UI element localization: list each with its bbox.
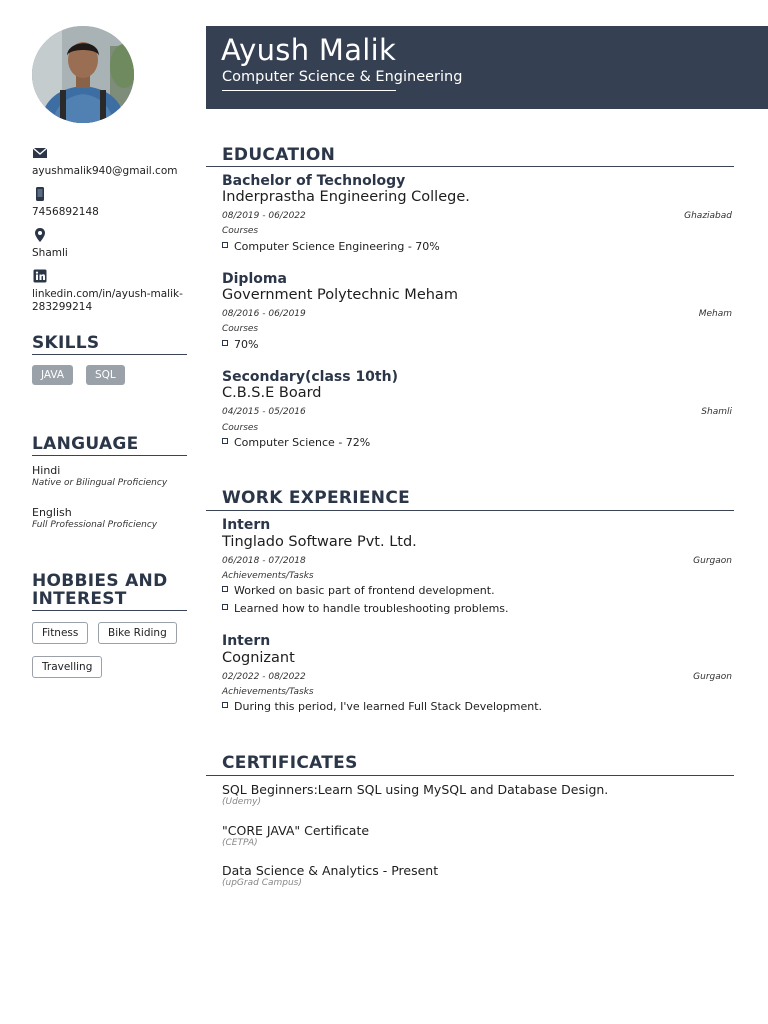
- headline-underline: [222, 90, 396, 91]
- profile-photo: [32, 26, 134, 123]
- hobbies-heading-line2: INTEREST: [32, 589, 127, 609]
- work-location: Gurgaon: [693, 672, 732, 682]
- work-dates: 02/2022 - 08/2022: [222, 672, 306, 682]
- certificate-title: SQL Beginners:Learn SQL using MySQL and Database Design.: [222, 782, 609, 797]
- education-dates: 08/2016 - 06/2019: [222, 309, 306, 319]
- education-sub-label: Courses: [222, 423, 259, 433]
- hobby-tag-fitness: Fitness: [32, 622, 88, 644]
- certificates-divider: [206, 775, 734, 776]
- education-dates: 04/2015 - 05/2016: [222, 407, 306, 417]
- work-company: Tinglado Software Pvt. Ltd.: [222, 534, 417, 550]
- hobby-tag-bike-riding: Bike Riding: [98, 622, 177, 644]
- work-role: Intern: [222, 517, 271, 533]
- bullet-square-icon: [222, 604, 228, 610]
- education-degree: Diploma: [222, 271, 287, 287]
- education-degree: Bachelor of Technology: [222, 173, 406, 189]
- bullet-square-icon: [222, 242, 228, 248]
- certificate-title: Data Science & Analytics - Present: [222, 863, 439, 878]
- education-school: Government Polytechnic Meham: [222, 287, 458, 303]
- work-sub-label: Achievements/Tasks: [222, 687, 314, 697]
- work-bullet: Learned how to handle troubleshooting problems.: [222, 602, 509, 615]
- skill-tag-sql: SQL: [86, 365, 125, 385]
- work-sub-label: Achievements/Tasks: [222, 571, 314, 581]
- work-company: Cognizant: [222, 650, 295, 666]
- education-bullet: 70%: [222, 338, 258, 351]
- education-bullet: Computer Science Engineering - 70%: [222, 240, 440, 253]
- certificate-issuer: (Udemy): [222, 797, 261, 807]
- language-level: Full Professional Proficiency: [32, 520, 158, 530]
- certificates-heading: CERTIFICATES: [222, 753, 358, 773]
- education-sub-label: Courses: [222, 226, 259, 236]
- contact-email: [32, 145, 188, 178]
- education-location: Meham: [698, 309, 732, 319]
- education-dates: 08/2019 - 06/2022: [222, 211, 306, 221]
- education-degree: Secondary(class 10th): [222, 369, 398, 385]
- bullet-square-icon: [222, 586, 228, 592]
- education-location: Ghaziabad: [684, 211, 732, 221]
- certificate-title: "CORE JAVA" Certificate: [222, 823, 370, 838]
- work-bullet: During this period, I've learned Full Stack Development.: [222, 700, 542, 713]
- contact-phone: [32, 186, 188, 219]
- education-location: Shamli: [701, 407, 732, 417]
- language-level: Native or Bilingual Proficiency: [32, 478, 168, 488]
- location-pin-icon: [32, 227, 48, 243]
- bullet-square-icon: [222, 438, 228, 444]
- work-location: Gurgaon: [693, 556, 732, 566]
- linkedin-icon: [32, 268, 48, 284]
- contact-location: [32, 227, 188, 260]
- profile-photo-image: [32, 26, 134, 123]
- candidate-name: Ayush Malik: [221, 33, 397, 67]
- phone-text: 7456892148: [32, 206, 99, 218]
- bullet-square-icon: [222, 340, 228, 346]
- education-bullet: Computer Science - 72%: [222, 436, 370, 449]
- education-heading: EDUCATION: [222, 145, 336, 165]
- certificate-issuer: (upGrad Campus): [222, 878, 302, 888]
- hobbies-heading-line1: HOBBIES AND: [32, 571, 168, 591]
- phone-icon: [32, 186, 48, 202]
- education-divider: [206, 166, 734, 167]
- work-heading: WORK EXPERIENCE: [222, 488, 411, 508]
- language-heading: LANGUAGE: [32, 435, 187, 456]
- certificate-issuer: (CETPA): [222, 838, 258, 848]
- education-school: C.B.S.E Board: [222, 385, 322, 401]
- bullet-square-icon: [222, 702, 228, 708]
- skill-tag-java: JAVA: [32, 365, 73, 385]
- education-sub-label: Courses: [222, 324, 259, 334]
- location-text: Shamli: [32, 247, 68, 259]
- hobbies-heading: [32, 572, 187, 611]
- education-school: Inderprastha Engineering College.: [222, 189, 470, 205]
- hobby-tag-travelling: Travelling: [32, 656, 102, 678]
- work-role: Intern: [222, 633, 271, 649]
- language-name: Hindi: [32, 464, 61, 477]
- contact-linkedin: [32, 268, 188, 314]
- work-bullet: Worked on basic part of frontend development.: [222, 584, 495, 597]
- work-dates: 06/2018 - 07/2018: [222, 556, 306, 566]
- work-divider: [206, 510, 734, 511]
- candidate-headline: Computer Science & Engineering: [222, 69, 463, 85]
- envelope-icon: [32, 145, 48, 161]
- email-text[interactable]: ayushmalik940@gmail.com: [32, 165, 178, 177]
- skills-heading: SKILLS: [32, 334, 187, 355]
- language-name: English: [32, 506, 72, 519]
- linkedin-text[interactable]: linkedin.com/in/ayush-malik-283299214: [32, 288, 183, 313]
